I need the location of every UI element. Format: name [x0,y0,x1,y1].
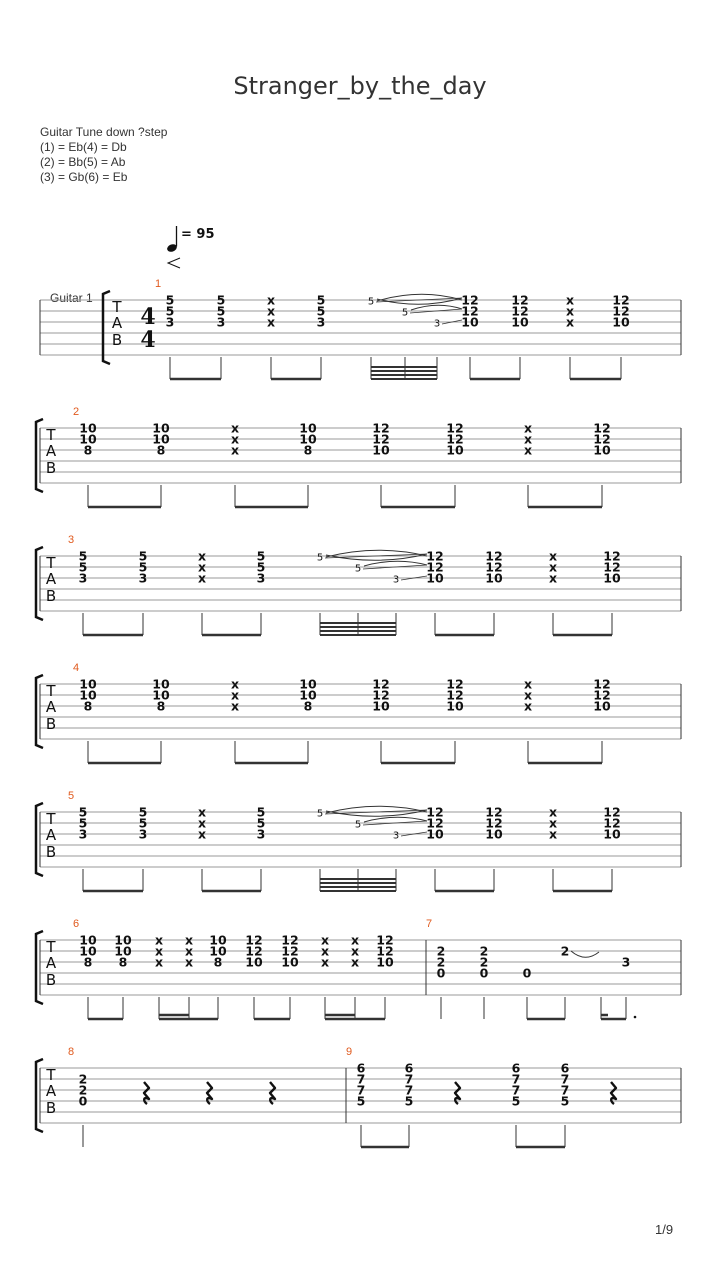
fret-number: 3 [138,826,148,842]
tab-clef-b: B [45,587,57,605]
fret-number: 10 [603,826,621,842]
fret-number: 12 [603,559,621,575]
tab-clef-a: A [45,442,57,460]
fret-number: 12 [511,303,529,319]
fret-number: 12 [593,687,611,703]
dead-note: x [154,943,164,959]
dead-note: x [197,548,207,564]
fret-number: 10 [245,954,263,970]
dead-note: x [548,804,558,820]
dead-note: x [350,943,360,959]
fret-number: 12 [446,420,464,436]
time-signature-bottom: 4 [140,327,156,353]
fret-number: 7 [356,1071,366,1087]
fret-number: 10 [446,442,464,458]
fret-number: 12 [461,292,479,308]
fret-number: 7 [560,1082,570,1098]
measure-number: 7 [426,918,433,930]
fret-number: 5 [356,1093,366,1109]
dead-note: x [197,826,207,842]
fret-number: 12 [376,943,394,959]
dead-note: x [548,826,558,842]
fret-number: 10 [152,431,170,447]
fret-number: 10 [152,687,170,703]
fret-number: 12 [593,431,611,447]
fret-number: 5 [138,548,148,564]
fret-number: 2 [479,954,489,970]
dead-note: x [523,442,533,458]
fret-number: 5 [165,303,175,319]
fret-number: 6 [404,1060,414,1076]
fret-number: 3 [621,954,631,970]
measure-number: 2 [73,406,80,418]
fret-number: 3 [165,314,175,330]
dead-note: x [548,815,558,831]
fret-number: 10 [299,420,317,436]
measure-number: 4 [73,662,80,674]
tab-system [40,278,681,379]
tab-system [36,534,681,635]
fret-number: 12 [593,676,611,692]
time-signature-top: 4 [140,304,156,330]
tab-clef-a: A [111,314,123,332]
fret-number: 3 [256,826,266,842]
tab-clef-b: B [45,1099,57,1117]
dead-note: x [184,954,194,970]
dead-note: x [523,431,533,447]
instrument-name: Guitar 1 [50,291,93,305]
fret-number: 6 [511,1060,521,1076]
tab-clef-t: T [46,938,56,956]
fret-number: 10 [79,932,97,948]
fret-number: 3 [433,318,441,330]
dead-note: x [197,815,207,831]
dead-note: x [320,954,330,970]
tab-clef-b: B [111,331,123,349]
fret-number: 8 [83,698,93,714]
fret-number: 10 [603,570,621,586]
fret-number: 5 [316,303,326,319]
tempo-value: = 95 [181,227,215,242]
dead-note: x [197,559,207,575]
fret-number: 5 [367,296,375,308]
fret-number: 3 [138,570,148,586]
fret-number: 7 [511,1082,521,1098]
page-number: 1/9 [655,1222,674,1237]
dead-note: x [266,303,276,319]
fret-number: 10 [446,698,464,714]
tab-clef-t: T [46,1066,56,1084]
fret-number: 5 [256,815,266,831]
fret-number: 12 [426,548,444,564]
fret-number: 10 [426,570,444,586]
fret-number: 8 [303,442,313,458]
dead-note: x [230,420,240,436]
fret-number: 12 [612,303,630,319]
fret-number: 12 [372,431,390,447]
dead-note: x [266,314,276,330]
fret-number: 3 [392,830,400,842]
tab-clef-b: B [45,459,57,477]
fret-number: 12 [485,559,503,575]
fret-number: 5 [511,1093,521,1109]
fret-number: 2 [436,943,446,959]
tab-clef-a: A [45,954,57,972]
dead-note: x [565,303,575,319]
tab-clef-b: B [45,715,57,733]
dead-note: x [266,292,276,308]
fret-number: 12 [612,292,630,308]
swing-mark-icon [168,258,180,268]
fret-number: 5 [78,804,88,820]
fret-number: 0 [479,965,489,981]
fret-number: 5 [560,1093,570,1109]
dead-note: x [350,932,360,948]
tab-system [36,662,681,763]
fret-number: 10 [79,943,97,959]
fret-number: 12 [461,303,479,319]
dead-note: x [230,698,240,714]
fret-number: 3 [78,826,88,842]
dead-note: x [230,431,240,447]
fret-number: 8 [213,954,223,970]
fret-number: 2 [436,954,446,970]
fret-number: 0 [522,965,532,981]
fret-number: 7 [356,1082,366,1098]
fret-number: 10 [299,431,317,447]
dead-note: x [197,804,207,820]
fret-number: 10 [511,314,529,330]
fret-number: 0 [78,1093,88,1109]
tab-system [36,918,681,1019]
dead-note: x [184,932,194,948]
tab-clef-a: A [45,570,57,588]
tab-clef-t: T [112,298,122,316]
system-bracket [103,291,110,364]
fret-number: 10 [79,687,97,703]
fret-number: 5 [138,559,148,575]
dot [634,1016,637,1019]
fret-number: 10 [114,943,132,959]
fret-number: 5 [316,552,324,564]
fret-number: 2 [479,943,489,959]
fret-number: 10 [372,698,390,714]
fret-number: 5 [256,548,266,564]
fret-number: 5 [256,804,266,820]
fret-number: 8 [156,698,166,714]
dead-note: x [154,954,164,970]
measure-number: 3 [68,534,75,546]
dead-note: x [548,548,558,564]
fret-number: 5 [165,292,175,308]
fret-number: 2 [78,1082,88,1098]
fret-number: 10 [299,687,317,703]
fret-number: 5 [354,819,362,831]
tab-clef-a: A [45,826,57,844]
tab-system [36,790,681,891]
dead-note: x [320,943,330,959]
fret-number: 10 [299,676,317,692]
tuning-line: (3) = Gb(6) = Eb [40,170,128,184]
fret-number: 12 [446,676,464,692]
fret-number: 3 [216,314,226,330]
fret-number: 12 [426,804,444,820]
fret-number: 10 [209,943,227,959]
fret-number: 12 [485,815,503,831]
fret-number: 10 [485,826,503,842]
song-title: Stranger_by_the_day [233,72,487,100]
fret-number: 10 [152,676,170,692]
dead-note: x [184,943,194,959]
fret-number: 12 [372,420,390,436]
fret-number: 8 [156,442,166,458]
fret-number: 10 [372,442,390,458]
dead-note: x [523,687,533,703]
fret-number: 12 [603,804,621,820]
fret-number: 10 [79,676,97,692]
fret-number: 5 [216,292,226,308]
fret-number: 8 [118,954,128,970]
fret-number: 10 [79,420,97,436]
dead-note: x [230,442,240,458]
fret-number: 12 [603,815,621,831]
tab-clef-a: A [45,1082,57,1100]
tuning-line: (1) = Eb(4) = Db [40,140,127,154]
fret-number: 2 [560,943,570,959]
fret-number: 5 [401,307,409,319]
fret-number: 6 [560,1060,570,1076]
tab-clef-t: T [46,810,56,828]
fret-number: 5 [354,563,362,575]
fret-number: 10 [376,954,394,970]
tab-system [36,406,681,507]
systems-container [36,278,681,1147]
fret-number: 5 [78,548,88,564]
fret-number: 7 [404,1082,414,1098]
fret-number: 10 [593,442,611,458]
fret-number: 2 [78,1071,88,1087]
tab-clef-t: T [46,554,56,572]
fret-number: 12 [446,687,464,703]
fret-number: 12 [603,548,621,564]
fret-number: 12 [372,676,390,692]
fret-number: 12 [426,559,444,575]
dead-note: x [154,932,164,948]
fret-number: 12 [281,943,299,959]
dead-note: x [523,698,533,714]
fret-number: 7 [404,1071,414,1087]
dead-note: x [523,676,533,692]
fret-number: 3 [392,574,400,586]
tempo-marking [166,226,214,268]
fret-number: 5 [256,559,266,575]
fret-number: 7 [560,1071,570,1087]
fret-number: 3 [316,314,326,330]
fret-number: 3 [78,570,88,586]
fret-number: 8 [83,954,93,970]
tab-clef-b: B [45,843,57,861]
fret-number: 5 [138,815,148,831]
fret-number: 5 [138,804,148,820]
fret-number: 7 [511,1071,521,1087]
fret-number: 12 [376,932,394,948]
fret-number: 10 [593,698,611,714]
tab-clef-a: A [45,698,57,716]
tab-clef-t: T [46,682,56,700]
fret-number: 10 [209,932,227,948]
fret-number: 12 [593,420,611,436]
fret-number: 5 [316,292,326,308]
fret-number: 8 [303,698,313,714]
tuning-heading: Guitar Tune down ?step [40,125,168,139]
tie-arc [571,951,599,957]
dead-note: x [230,676,240,692]
measure-number: 5 [68,790,75,802]
fret-number: 10 [461,314,479,330]
fret-number: 5 [78,815,88,831]
fret-number: 12 [245,943,263,959]
fret-number: 10 [612,314,630,330]
measure-number: 9 [346,1046,353,1058]
fret-number: 12 [511,292,529,308]
dead-note: x [320,932,330,948]
fret-number: 12 [485,548,503,564]
fret-number: 10 [152,420,170,436]
fret-number: 10 [281,954,299,970]
dead-note: x [350,954,360,970]
fret-number: 5 [216,303,226,319]
fret-number: 10 [79,431,97,447]
fret-number: 6 [356,1060,366,1076]
tab-clef-b: B [45,971,57,989]
measure-number: 6 [73,918,80,930]
fret-number: 3 [256,570,266,586]
dead-note: x [548,570,558,586]
dead-note: x [197,570,207,586]
tab-system [36,1046,681,1147]
fret-number: 5 [78,559,88,575]
fret-number: 12 [485,804,503,820]
fret-number: 10 [114,932,132,948]
fret-number: 0 [436,965,446,981]
fret-number: 10 [485,570,503,586]
measure-number: 1 [155,278,162,290]
dead-note: x [565,314,575,330]
fret-number: 5 [404,1093,414,1109]
fret-number: 5 [316,808,324,820]
dead-note: x [230,687,240,703]
measure-number: 8 [68,1046,75,1058]
tuning-line: (2) = Bb(5) = Ab [40,155,126,169]
dead-note: x [523,420,533,436]
fret-number: 12 [245,932,263,948]
fret-number: 12 [426,815,444,831]
fret-number: 8 [83,442,93,458]
dead-note: x [565,292,575,308]
fret-number: 12 [446,431,464,447]
tab-clef-t: T [46,426,56,444]
fret-number: 10 [426,826,444,842]
dead-note: x [548,559,558,575]
fret-number: 12 [372,687,390,703]
fret-number: 12 [281,932,299,948]
